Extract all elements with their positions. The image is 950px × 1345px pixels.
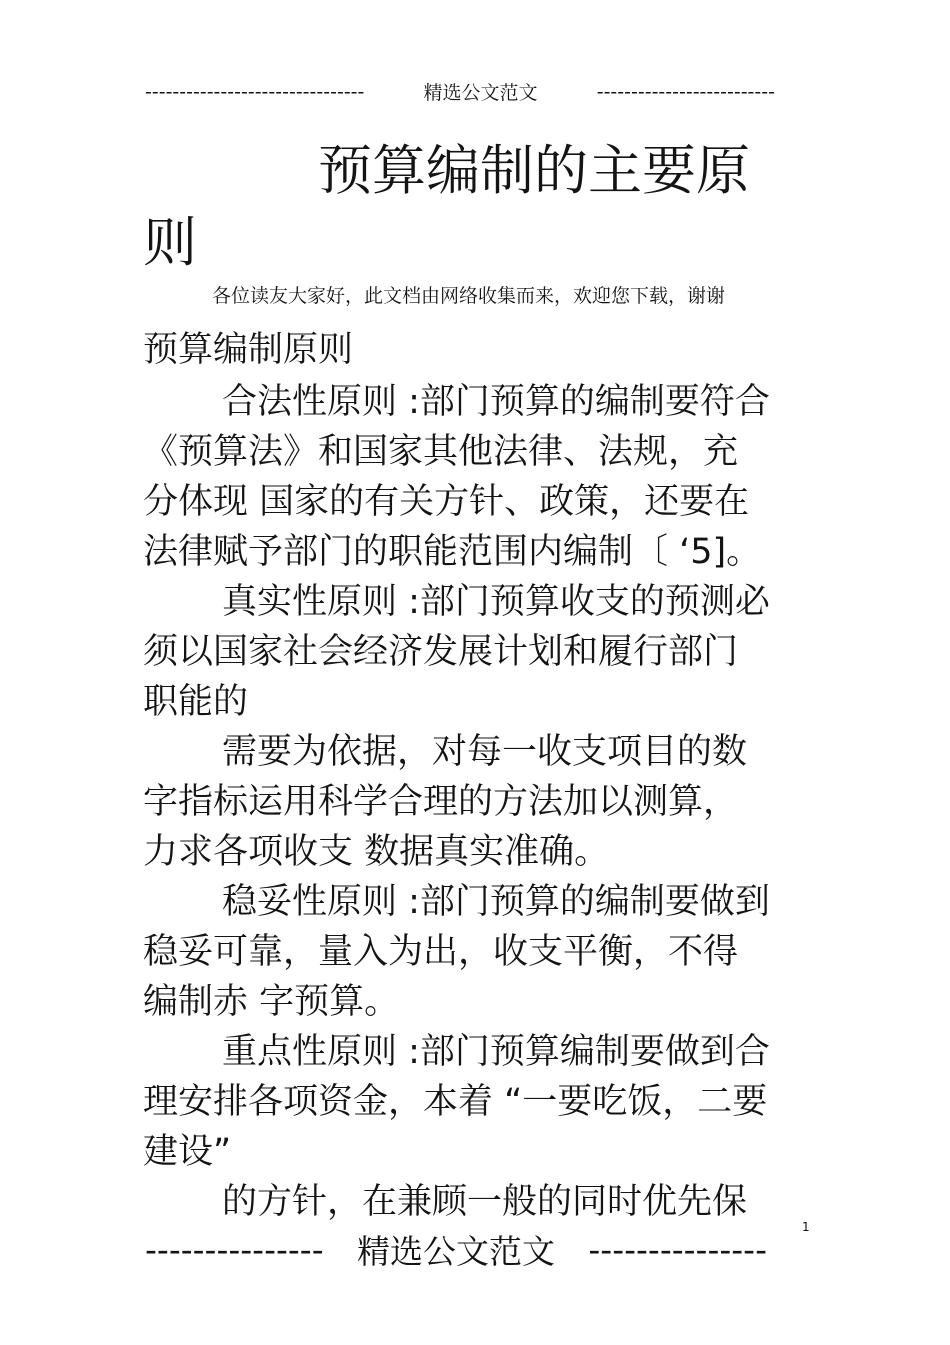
body-line: 重点性原则 :部门预算编制要做到合 [222, 1032, 770, 1072]
title-line-1: 预算编制的主要原 [318, 139, 750, 202]
body-line: 法律赋予部门的职能范围内编制〔 ‘5]。 [143, 532, 762, 572]
body-line: 理安排各项资金，本着 “一要吃饭，二要 [143, 1082, 768, 1122]
page-number: 1 [802, 1220, 810, 1234]
body-line: 建设” [143, 1132, 232, 1172]
body-line: 力求各项收支 数据真实准确。 [143, 832, 610, 872]
footer-right-dashes: --------------- [588, 1230, 767, 1269]
section-heading: 预算编制原则 [143, 330, 354, 370]
footer-text: 精选公文范文 [357, 1232, 555, 1271]
body-line: 《预算法》和国家其他法律、法规，充 [143, 432, 739, 472]
body-line: 稳妥性原则 :部门预算的编制要做到 [222, 882, 770, 922]
title-line-2: 则 [143, 211, 197, 274]
body-line: 职能的 [143, 682, 249, 722]
header-right-dashes: -------------------------- [596, 80, 775, 103]
page-header [145, 78, 775, 105]
body-line: 的方针，在兼顾一般的同时优先保 [222, 1182, 748, 1222]
body-line: 字指标运用科学合理的方法加以测算， [143, 782, 739, 822]
header-left-dashes: -------------------------------- [145, 80, 365, 103]
greeting-text: 各位读友大家好，此文档由网络收集而来，欢迎您下载，谢谢 [212, 285, 726, 307]
body-line: 编制赤 字预算。 [143, 982, 400, 1022]
body-line: 稳妥可靠，量入为出，收支平衡，不得 [143, 932, 739, 972]
footer-left-dashes: --------------- [145, 1230, 324, 1269]
body-line: 须以国家社会经济发展计划和履行部门 [143, 632, 739, 672]
header-text: 精选公文范文 [423, 82, 538, 104]
body-line: 分体现 国家的有关方针、政策，还要在 [143, 482, 750, 522]
body-line: 需要为依据，对每一收支项目的数 [222, 732, 748, 772]
page-footer [145, 1226, 767, 1273]
body-line: 真实性原则 :部门预算收支的预测必 [222, 582, 770, 622]
body-line: 合法性原则 :部门预算的编制要符合 [222, 382, 770, 422]
